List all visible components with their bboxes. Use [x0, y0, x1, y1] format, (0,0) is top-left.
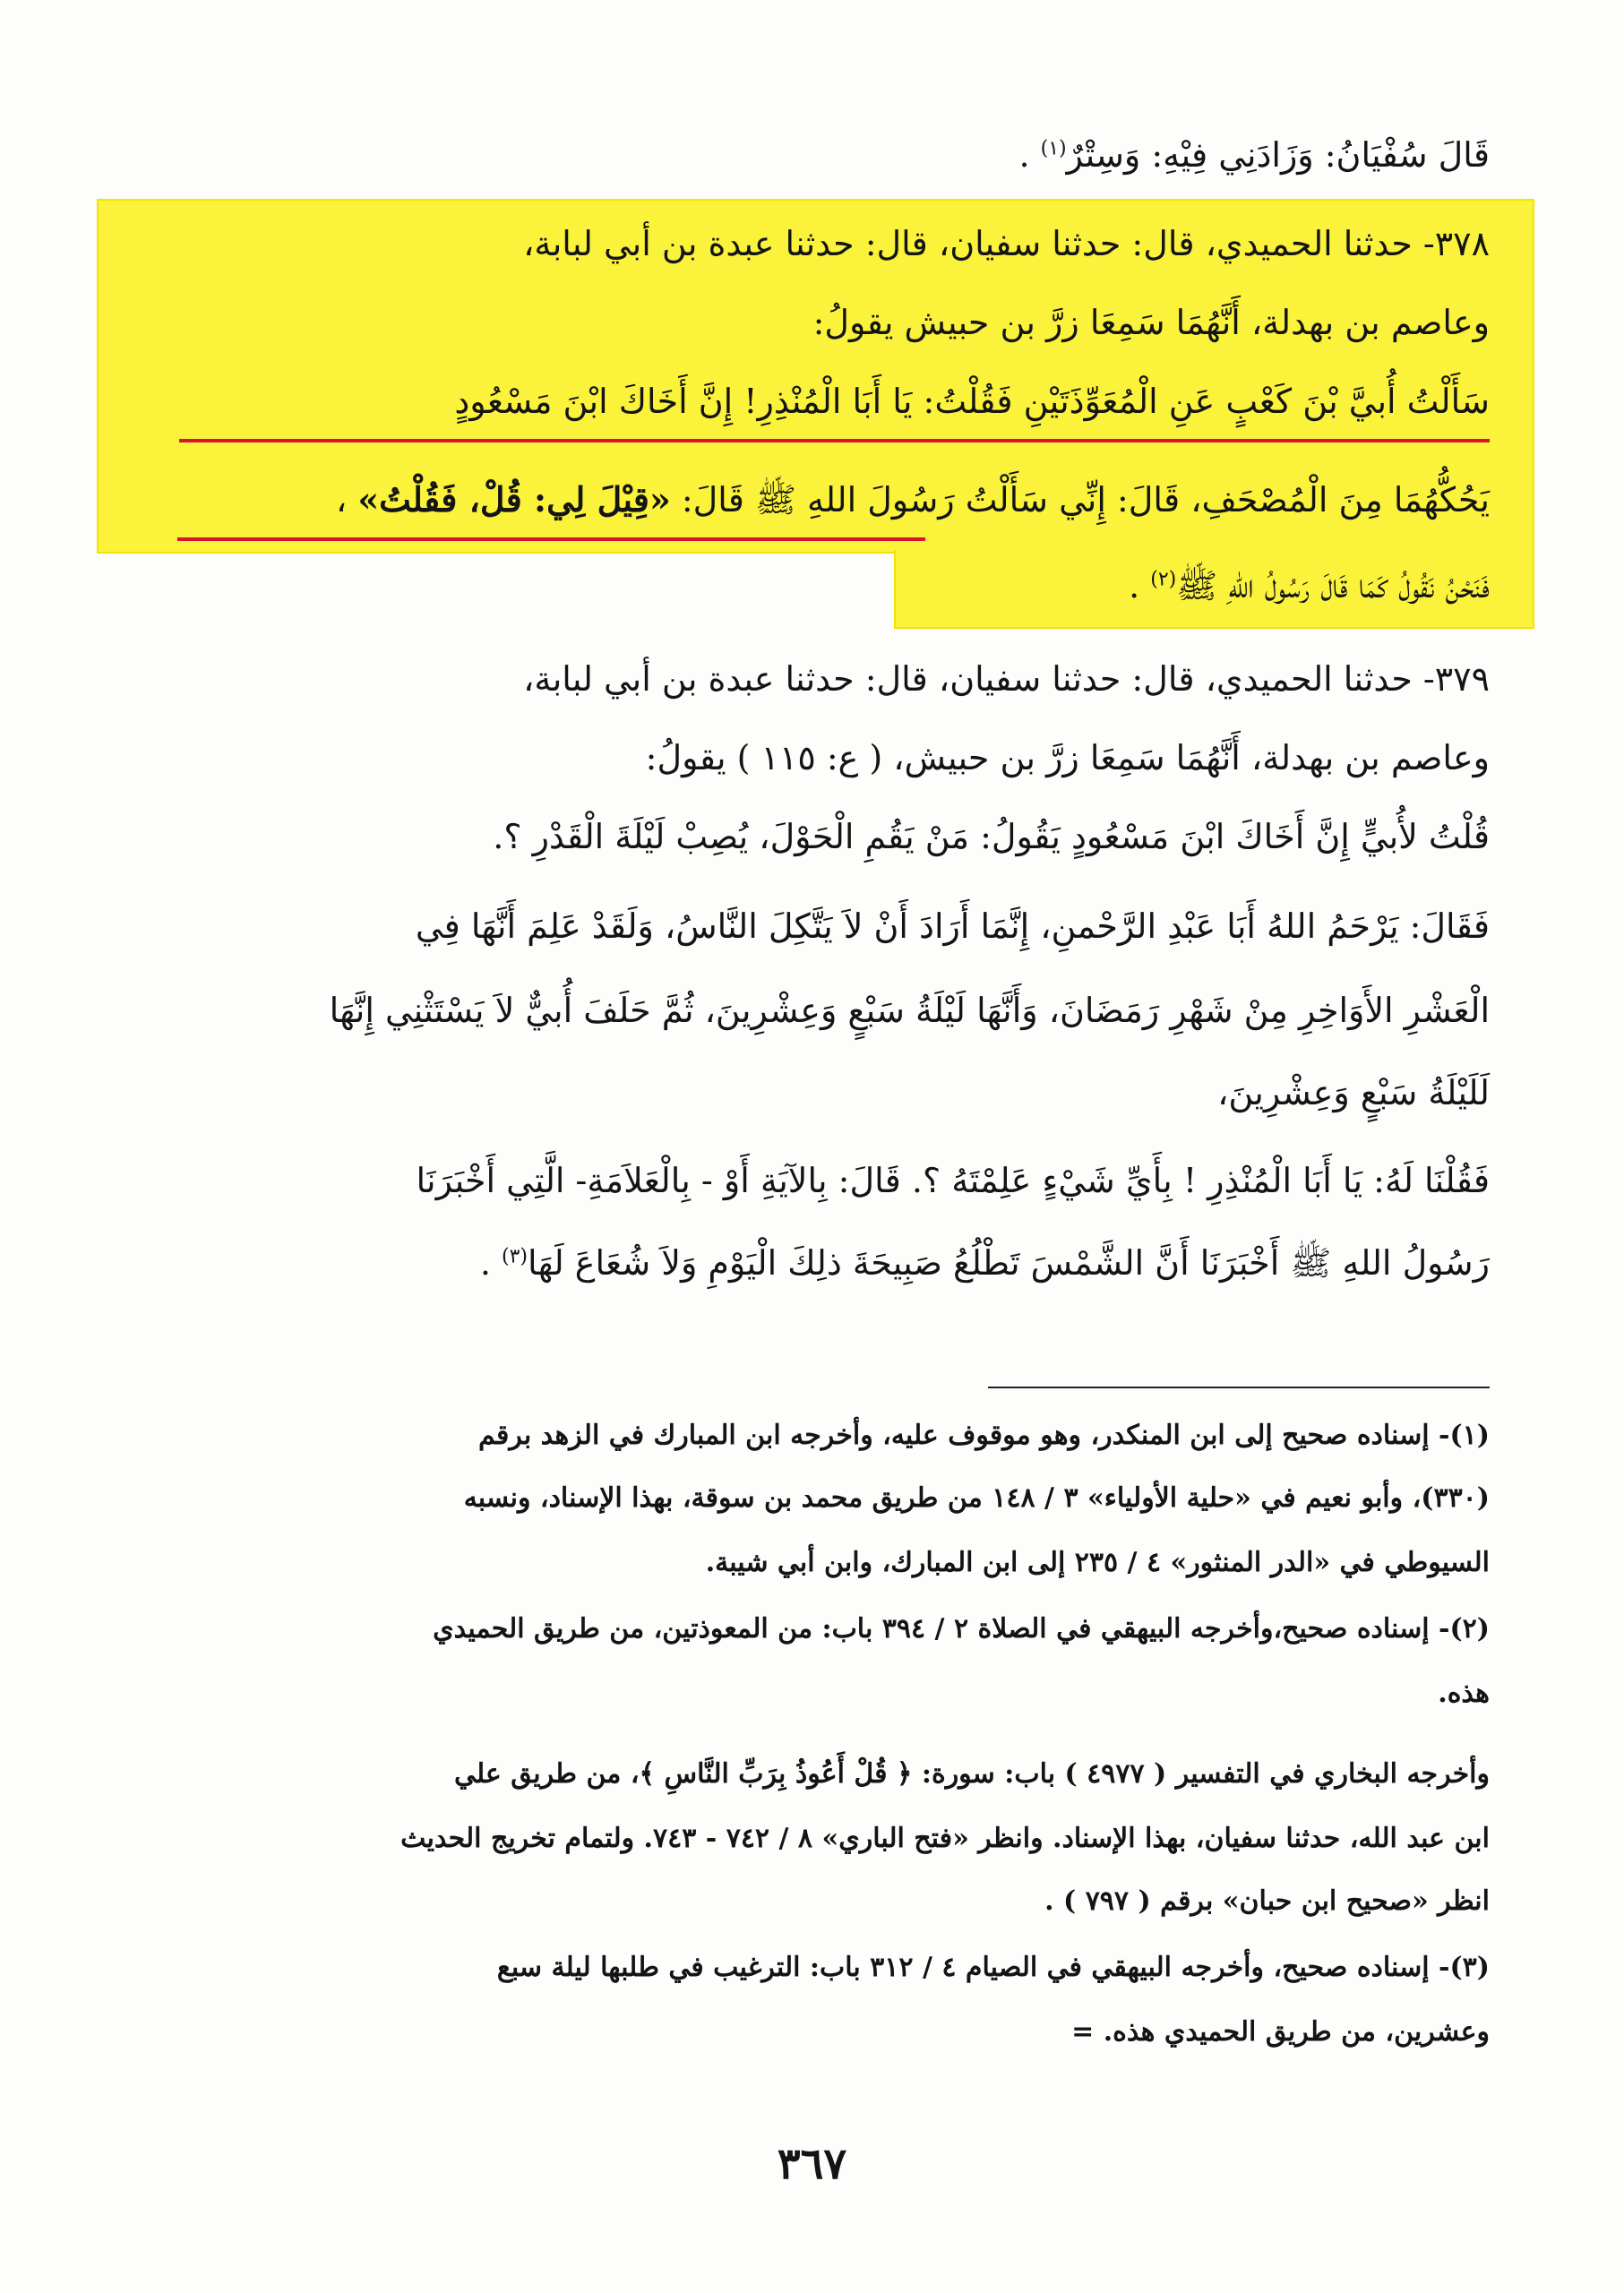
footnote-ref-3: (٣)	[502, 1245, 528, 1268]
hadith-379-matn-1: قُلْتُ لأُبيٍّ إِنَّ أَخَاكَ ابْنَ مَسْعُودٍ يَقُولُ: مَنْ يَقُمِ الْحَوْلَ، يُصِبْ لَيْلَةَ الْقَدْرِ ؟.	[493, 817, 1490, 856]
footnote-2-line-4	[134, 1809, 1490, 1868]
hadith-379-matn-5: فَقُلْنَا لَهُ: يَا أَبَا الْمُنْذِرِ ! بِأَيِّ شَيْءٍ عَلِمْتَهُ ؟. قَالَ: بِالآيَةِ أَوْ - بِالْعَلاَمَةِ- الَّتِي أَخْبَرَنَا	[416, 1161, 1490, 1200]
intro-end: .	[1018, 135, 1041, 175]
hadith-379-isnad: ٣٧٩- حدثنا الحميدي، قال: حدثنا سفيان، قال: حدثنا عبدة بن أبي لبابة،	[523, 659, 1490, 699]
intro-line	[134, 121, 1490, 189]
footnote-ref-2: (٢)	[1150, 568, 1177, 591]
hadith-379-matn-4: لَلَيْلَةُ سَبْعٍ وَعِشْرِينَ،	[1217, 1073, 1490, 1112]
footnote-1-line-3	[134, 1533, 1490, 1593]
hadith-379-isnad-cont: وعاصم بن بهدلة، أَنَّهُمَا سَمِعَا زرَّ بن حبيش، ( ع: ١١٥ ) يقولُ:	[645, 738, 1490, 777]
hadith-378-matn-3: فَنَحْنُ نَقُولُ كَمَا قَالَ رَسُولُ اللهِ ﷺ	[1176, 566, 1490, 605]
red-underline-2	[177, 537, 925, 541]
footnote-divider	[988, 1387, 1490, 1388]
footnote-1-text-2: (٣٣٠)، وأبو نعيم في «حلية الأولياء» ٣ / ١٤٨ من طريق محمد بن سوقة، بهذا الإسناد، ونسبه	[463, 1482, 1490, 1514]
footnote-3-line-1	[134, 1938, 1490, 1997]
hadith-378-line-5	[134, 552, 1490, 620]
intro-text: قَالَ سُفْيَانُ: وَزَادَنِي فِيْهِ: وَسِتْرٌ	[1066, 135, 1490, 175]
footnote-2-line-3	[134, 1745, 1490, 1804]
hadith-378-isnad: ٣٧٨- حدثنا الحميدي، قال: حدثنا سفيان، قال: حدثنا عبدة بن أبي لبابة،	[523, 224, 1490, 263]
footnote-2-line-5	[134, 1872, 1490, 1931]
footnote-2-line-1	[134, 1600, 1490, 1659]
hadith-378-isnad-cont: وعاصم بن بهدلة، أَنَّهُمَا سَمِعَا زرَّ بن حبيش يقولُ:	[812, 303, 1490, 342]
hadith-379-line-2	[134, 724, 1490, 792]
footnote-2-text-2: هذه.	[1438, 1678, 1490, 1709]
footnote-ref-1: (١)	[1040, 137, 1067, 160]
hadith-378-matn-1: سَأَلْتُ أُبيَّ بْنَ كَعْبٍ عَنِ الْمُعَوِّذَتَيْنِ فَقُلْتُ: يَا أَبَا الْمُنْذِرِ! إِنَّ أَخَاكَ ابْنَ مَسْعُودٍ	[454, 382, 1490, 421]
hadith-379-line-6	[134, 1059, 1490, 1127]
hadith-379-line-8	[134, 1229, 1490, 1297]
hadith-378-line-1	[134, 210, 1490, 278]
hadith-379-line-3	[134, 803, 1490, 871]
hadith-379-matn-6: رَسُولُ اللهِ ﷺ أَخْبَرَنَا أَنَّ الشَّمْسَ تَطْلُعُ صَبِيحَةَ ذلِكَ الْيَوْمِ وَلاَ شُعَاعَ لَهَا	[528, 1243, 1490, 1283]
footnote-2-text-5: انظر «صحيح ابن حبان» برقم ( ٧٩٧ ) .	[1044, 1885, 1490, 1917]
page-number: ٣٦٧	[777, 2139, 847, 2189]
hadith-378-line-3	[134, 367, 1490, 435]
red-underline-1	[179, 439, 1490, 442]
footnote-1-line-1	[134, 1406, 1490, 1465]
hadith-378-comma: ،	[336, 480, 358, 520]
footnote-3-line-2	[134, 2003, 1490, 2062]
hadith-378-end: .	[1129, 566, 1151, 605]
footnote-3-text-1: (٣)- إسناده صحيح، وأخرجه البيهقي في الصيام ٤ / ٣١٢ باب: الترغيب في طلبها ليلة سبع	[496, 1952, 1490, 1983]
footnote-2-text-3: وأخرجه البخاري في التفسير ( ٤٩٧٧ ) باب: سورة: ﴿ قُلْ أَعُوذُ بِرَبِّ النَّاسِ ﴾، من طريق علي	[453, 1758, 1490, 1790]
hadith-379-line-5	[134, 976, 1490, 1044]
footnote-2-text-1: (٢)- إسناده صحيح،وأخرجه البيهقي في الصلاة ٢ / ٣٩٤ باب: من المعوذتين، من طريق الحميدي	[433, 1613, 1490, 1645]
hadith-379-matn-3: الْعَشْرِ الأَوَاخِرِ مِنْ شَهْرِ رَمَضَانَ، وَأَنَّهَا لَيْلَةُ سَبْعٍ وَعِشْرِينَ، ثُمَّ حَلَفَ أُبيٌّ لاَ يَسْتَثْنِي إِنَّهَا	[329, 991, 1490, 1030]
hadith-378-line-2	[134, 288, 1490, 356]
footnote-1-line-2	[134, 1469, 1490, 1528]
hadith-378-line-4	[134, 466, 1490, 534]
footnote-2-text-4: ابن عبد الله، حدثنا سفيان، بهذا الإسناد. وانظر «فتح الباري» ٨ / ٧٤٢ - ٧٤٣. ولتمام تخريج الحديث	[400, 1823, 1490, 1854]
hadith-379-line-1	[134, 645, 1490, 713]
footnote-3-text-2: وعشرين، من طريق الحميدي هذه. =	[1071, 2016, 1490, 2048]
hadith-379-line-4	[134, 892, 1490, 960]
hadith-379-end: .	[479, 1243, 502, 1283]
footnote-1-text-3: السيوطي في «الدر المنثور» ٤ / ٢٣٥ إلى ابن المبارك، وابن أبي شيبة.	[705, 1547, 1490, 1578]
hadith-378-quote: «قِيْلَ لِي: قُلْ، فَقُلْتُ»	[357, 479, 671, 520]
hadith-378-matn-2: يَحُكُّهُمَا مِنَ الْمُصْحَفِ، قَالَ: إِنِّي سَأَلْتُ رَسُولَ اللهِ ﷺ قَالَ:	[670, 480, 1490, 520]
footnote-1-text-1: (١)- إسناده صحيح إلى ابن المنكدر، وهو موقوف عليه، وأخرجه ابن المبارك في الزهد برقم	[478, 1420, 1490, 1451]
hadith-379-matn-2: فَقَالَ: يَرْحَمُ اللهُ أَبَا عَبْدِ الرَّحْمنِ، إِنَّمَا أَرَادَ أَنْ لاَ يَتَّكِلَ النَّاسُ، وَلَقَدْ عَلِمَ أَنَّهَا فِي	[415, 906, 1490, 946]
footnote-2-line-2	[134, 1664, 1490, 1723]
hadith-379-line-7	[134, 1146, 1490, 1215]
